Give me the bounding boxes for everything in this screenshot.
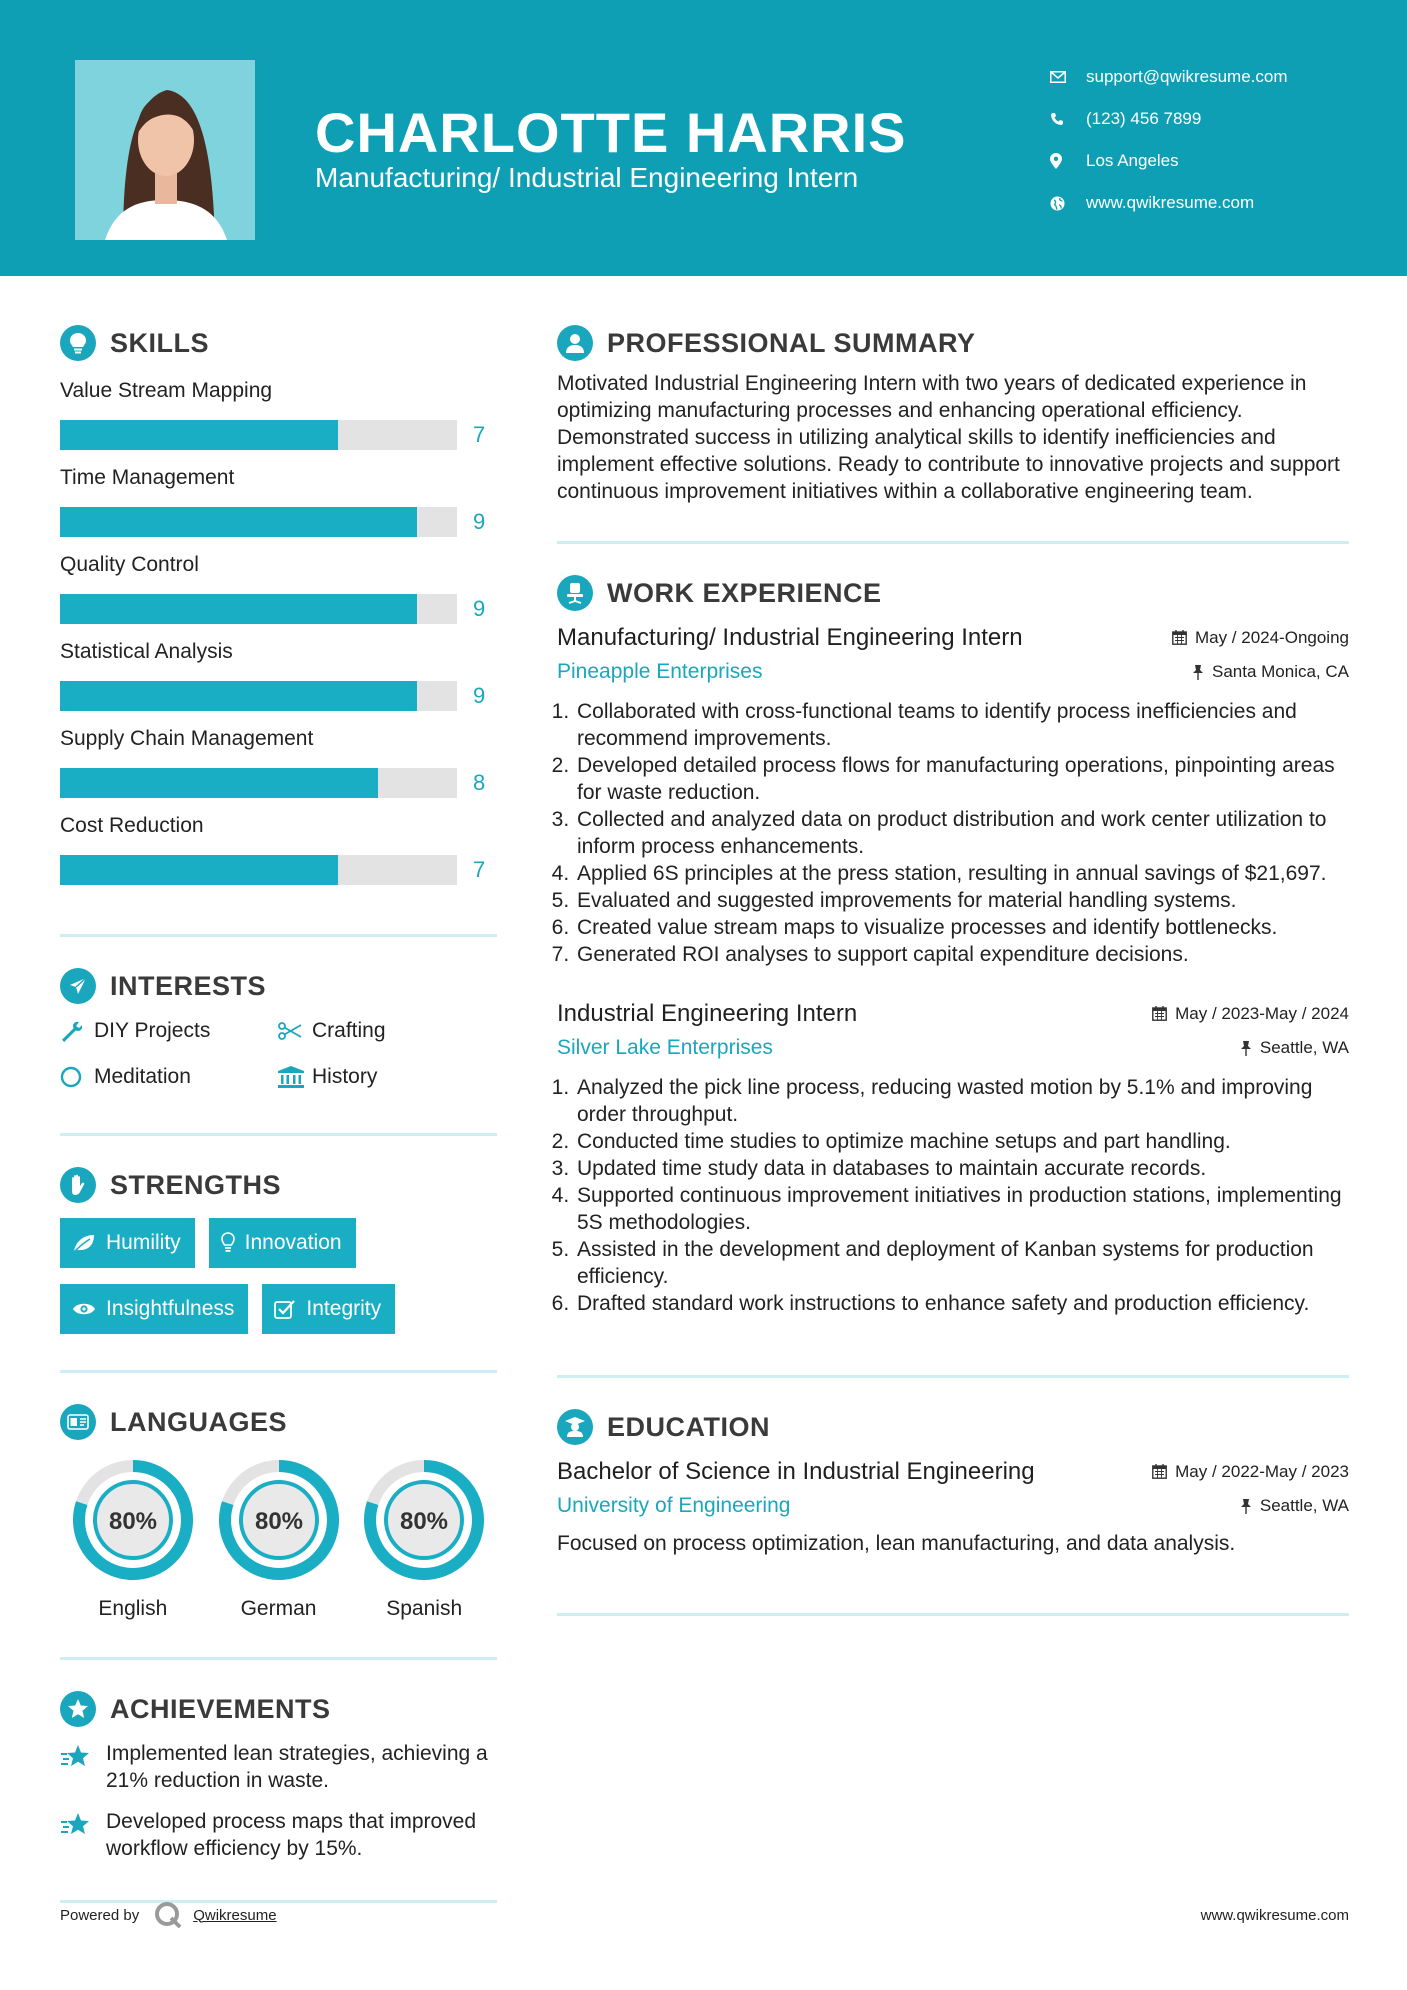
powered-by-label: Powered by — [60, 1906, 140, 1924]
achievement-item — [60, 1740, 497, 1794]
check-square-icon — [274, 1299, 296, 1319]
achievements-title: ACHIEVEMENTS — [110, 1693, 331, 1724]
language-ring — [218, 1459, 340, 1581]
pushpin-icon — [1192, 665, 1204, 680]
skill-item — [60, 463, 497, 550]
section-divider — [557, 1375, 1349, 1378]
strength-label: Humility — [106, 1231, 181, 1254]
school-name: University of Engineering — [557, 1494, 791, 1517]
right-column — [557, 322, 1349, 1616]
section-divider — [60, 1133, 497, 1136]
eye-icon — [72, 1301, 96, 1317]
skill-item — [60, 637, 497, 724]
skill-bar — [60, 768, 457, 798]
strengths-title: STRENGTHS — [110, 1169, 282, 1200]
education-description: Focused on process optimization, lean manufacturing, and data analysis. — [557, 1532, 1236, 1555]
job-bullet: 6. Drafted standard work instructions to enhance safety and production efficiency. — [575, 1290, 1349, 1317]
skill-bar-fill — [60, 420, 338, 450]
star-icon — [60, 1808, 106, 1862]
strength-tag — [209, 1218, 356, 1268]
interest-label: DIY Projects — [94, 1019, 211, 1042]
languages-heading — [60, 1401, 497, 1443]
strength-tag — [60, 1218, 195, 1268]
education-heading — [557, 1406, 1349, 1448]
interest-label: Crafting — [312, 1019, 386, 1042]
company-name: Pineapple Enterprises — [557, 660, 763, 683]
job-bullet: 4. Applied 6S principles at the press station, resulting in annual savings of $21,697. — [575, 860, 1349, 887]
language-item — [60, 1459, 206, 1621]
qwikresume-logo-icon — [153, 1900, 183, 1930]
resume-header — [0, 0, 1407, 276]
job-bullets — [557, 698, 1349, 968]
achievement-text: Implemented lean strategies, achieving a 21% reduction in waste. — [106, 1742, 488, 1792]
job-date — [1172, 628, 1349, 648]
skill-name: Statistical Analysis — [60, 640, 233, 663]
strength-label: Innovation — [244, 1231, 342, 1254]
skill-name: Cost Reduction — [60, 814, 204, 837]
job-bullet: 5. Assisted in the development and deployment of Kanban systems for production efficiency. — [575, 1236, 1349, 1290]
job-date-text: May / 2024-Ongoing — [1194, 627, 1349, 647]
education-entry — [557, 1458, 1349, 1557]
strengths-heading — [60, 1164, 497, 1206]
interests-list — [60, 1015, 497, 1093]
interest-item — [60, 1015, 278, 1047]
globe-icon — [1050, 196, 1086, 211]
languages-list — [60, 1459, 497, 1621]
skill-value: 9 — [473, 682, 486, 708]
section-divider — [60, 1370, 497, 1373]
calendar-icon — [1152, 1464, 1167, 1479]
user-icon — [557, 325, 593, 361]
star-badge-icon — [60, 1691, 96, 1727]
experience-title: WORK EXPERIENCE — [607, 577, 882, 608]
achievements-heading — [60, 1688, 497, 1730]
language-item — [206, 1459, 352, 1621]
job-date — [1152, 1004, 1349, 1024]
education-date — [1152, 1462, 1349, 1482]
envelope-icon — [1050, 71, 1086, 83]
skill-name: Time Management — [60, 466, 235, 489]
job-bullet: 2. Developed detailed process flows for manufacturing operations, pinpointing areas for waste reduction. — [575, 752, 1349, 806]
language-name: English — [98, 1597, 168, 1620]
skills-list — [60, 376, 497, 898]
company-name: Silver Lake Enterprises — [557, 1036, 773, 1059]
contact-location-text: Los Angeles — [1086, 151, 1179, 170]
phone-icon — [1050, 112, 1086, 126]
job-bullet: 3. Updated time study data in databases to maintain accurate records. — [575, 1155, 1349, 1182]
skill-value: 9 — [473, 508, 486, 534]
circle-icon — [60, 1066, 94, 1088]
contact-list — [1050, 56, 1288, 224]
pushpin-icon — [1240, 1499, 1252, 1514]
candidate-role: Manufacturing/ Industrial Engineering Intern — [315, 162, 859, 193]
skill-bar — [60, 855, 457, 885]
language-percent: 80% — [400, 1508, 449, 1535]
skill-bar — [60, 681, 457, 711]
skill-item — [60, 811, 497, 898]
strength-label: Integrity — [306, 1297, 382, 1320]
skill-bar — [60, 507, 457, 537]
skill-name: Quality Control — [60, 553, 199, 576]
section-divider — [60, 1657, 497, 1660]
education-date-text: May / 2022-May / 2023 — [1175, 1461, 1349, 1481]
wrench-icon — [60, 1020, 94, 1042]
skill-bar-fill — [60, 507, 417, 537]
education-location — [1240, 1496, 1349, 1516]
contact-email-text: support@qwikresume.com — [1086, 67, 1288, 86]
job-bullet: 6. Created value stream maps to visualize processes and identify bottlenecks. — [575, 914, 1349, 941]
skill-bar-fill — [60, 768, 378, 798]
job-bullet: 1. Analyzed the pick line process, reducing wasted motion by 5.1% and improving order throughput. — [575, 1074, 1349, 1128]
job-location-text: Santa Monica, CA — [1211, 662, 1349, 681]
hand-icon — [60, 1167, 96, 1203]
language-name: Spanish — [386, 1597, 463, 1620]
job-entry — [557, 624, 1349, 968]
summary-title: PROFESSIONAL SUMMARY — [607, 327, 976, 358]
language-percent: 80% — [254, 1508, 303, 1535]
star-icon — [60, 1740, 106, 1794]
graduate-icon — [557, 1409, 593, 1445]
calendar-icon — [1172, 630, 1187, 645]
interest-item — [278, 1061, 496, 1093]
job-bullet: 1. Collaborated with cross-functional teams to identify process inefficiencies and recommend improvements. — [575, 698, 1349, 752]
achievement-item — [60, 1808, 497, 1862]
strength-tag — [262, 1284, 395, 1334]
skill-value: 7 — [473, 421, 486, 447]
section-divider — [557, 1613, 1349, 1616]
language-name: German — [240, 1597, 317, 1620]
skills-heading — [60, 322, 497, 364]
language-card-icon — [60, 1404, 96, 1440]
skill-item — [60, 724, 497, 811]
job-bullets — [557, 1074, 1349, 1317]
job-bullet: 7. Generated ROI analyses to support capital expenditure decisions. — [575, 941, 1349, 968]
interest-item — [278, 1015, 496, 1047]
skill-value: 8 — [473, 769, 486, 795]
achievements-list — [60, 1740, 497, 1862]
contact-website-text: www.qwikresume.com — [1086, 193, 1255, 212]
skill-name: Value Stream Mapping — [60, 379, 273, 402]
education-location-text: Seattle, WA — [1259, 1496, 1349, 1515]
language-item — [351, 1459, 497, 1621]
interest-item — [60, 1061, 278, 1093]
job-entry — [557, 1000, 1349, 1317]
contact-phone-text: (123) 456 7899 — [1086, 109, 1202, 128]
skill-item — [60, 550, 497, 637]
education-title: EDUCATION — [607, 1411, 770, 1442]
lightbulb-icon — [221, 1232, 235, 1254]
job-bullet: 5. Evaluated and suggested improvements for material handling systems. — [575, 887, 1349, 914]
interests-title: INTERESTS — [110, 970, 267, 1001]
skill-bar — [60, 420, 457, 450]
map-pin-icon — [1050, 153, 1086, 169]
language-ring — [363, 1459, 485, 1581]
scissors-icon — [278, 1022, 312, 1040]
strength-label: Insightfulness — [106, 1297, 235, 1320]
contact-phone[interactable] — [1050, 98, 1288, 140]
degree-title: Bachelor of Science in Industrial Engineering — [557, 1458, 1035, 1485]
interest-label: History — [312, 1065, 378, 1088]
skill-bar-fill — [60, 681, 417, 711]
page-footer — [60, 1895, 1349, 1935]
job-location — [1240, 1038, 1349, 1058]
language-percent: 80% — [108, 1508, 157, 1535]
contact-email[interactable] — [1050, 56, 1288, 98]
job-title: Manufacturing/ Industrial Engineering Intern — [557, 624, 1023, 651]
skill-bar-fill — [60, 594, 417, 624]
lightbulb-icon — [60, 325, 96, 361]
skills-title: SKILLS — [110, 327, 210, 358]
job-bullet: 4. Supported continuous improvement initiatives in production stations, implementing 5S methodologies. — [575, 1182, 1349, 1236]
footer-url[interactable]: www.qwikresume.com — [1200, 1906, 1349, 1924]
section-divider — [60, 934, 497, 937]
calendar-icon — [1152, 1006, 1167, 1021]
contact-website[interactable] — [1050, 182, 1288, 224]
job-date-text: May / 2023-May / 2024 — [1175, 1003, 1349, 1023]
strength-tag — [60, 1284, 248, 1334]
powered-by — [60, 1900, 277, 1930]
job-location — [1192, 662, 1349, 682]
job-bullet: 2. Conducted time studies to optimize machine setups and part handling. — [575, 1128, 1349, 1155]
contact-location — [1050, 140, 1288, 182]
skill-item — [60, 376, 497, 463]
job-bullet: 3. Collected and analyzed data on product distribution and work center utilization to inform process enhancements. — [575, 806, 1349, 860]
pushpin-icon — [1240, 1041, 1252, 1056]
paper-plane-icon — [60, 968, 96, 1004]
summary-heading — [557, 322, 1349, 364]
skill-name: Supply Chain Management — [60, 727, 314, 750]
skill-value: 7 — [473, 856, 486, 882]
office-chair-icon — [557, 575, 593, 611]
job-location-text: Seattle, WA — [1259, 1038, 1349, 1057]
strengths-list — [60, 1218, 497, 1334]
skill-bar — [60, 594, 457, 624]
section-divider — [557, 541, 1349, 544]
language-ring — [72, 1459, 194, 1581]
languages-title: LANGUAGES — [110, 1406, 288, 1437]
profile-photo — [75, 60, 255, 240]
museum-icon — [278, 1066, 312, 1088]
left-column — [60, 322, 497, 1903]
leaf-icon — [72, 1233, 96, 1253]
experience-heading — [557, 572, 1349, 614]
candidate-name: CHARLOTTE HARRIS — [315, 101, 907, 164]
achievement-text: Developed process maps that improved workflow efficiency by 15%. — [106, 1810, 477, 1860]
skill-bar-fill — [60, 855, 338, 885]
interests-heading — [60, 965, 497, 1007]
qwikresume-link[interactable]: Qwikresume — [193, 1906, 277, 1924]
summary-text: Motivated Industrial Engineering Intern with two years of dedicated experience in optimizing manufacturing processes and enhancing operational efficiency. Demonstrated success in utilizing analytical skills to identify inefficiencies and implement effective solutions. Ready to contribute to innovative projects and support continuous improvement initiatives within a collaborative engineering team. — [557, 372, 1340, 503]
job-title: Industrial Engineering Intern — [557, 1000, 858, 1027]
skill-value: 9 — [473, 595, 486, 621]
interest-label: Meditation — [94, 1065, 191, 1088]
